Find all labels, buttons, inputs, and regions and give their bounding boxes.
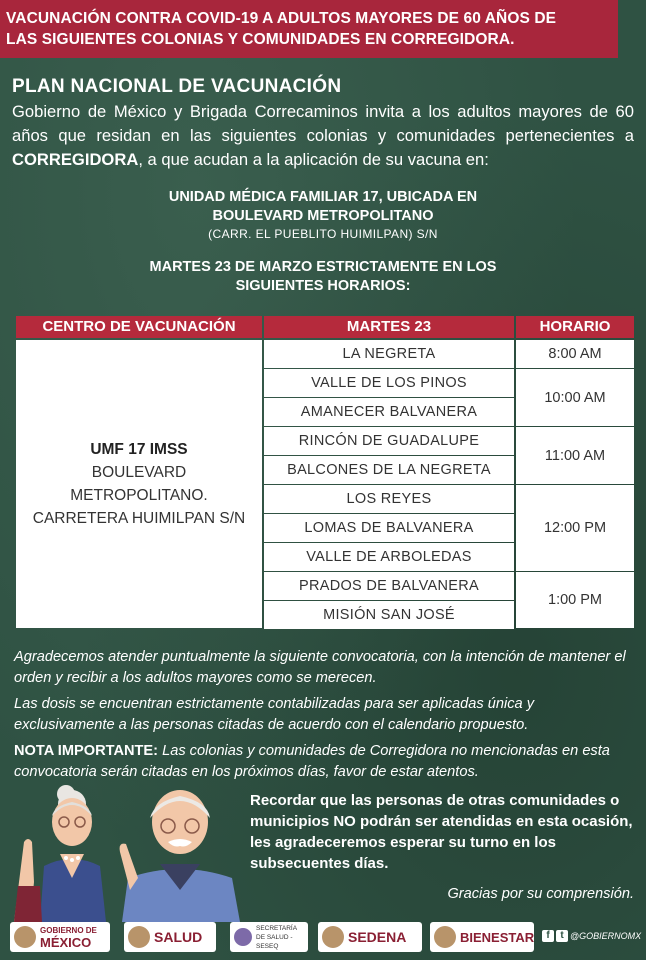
logo-bienestar-text: BIENESTAR: [460, 929, 535, 945]
footer-logos: [0, 918, 646, 960]
logo-seseq: [230, 922, 308, 952]
eagle-seal-icon: [14, 926, 36, 948]
horario-cell: 1:00 PM: [516, 572, 634, 628]
thanks-text: Gracias por su comprensión.: [447, 886, 634, 902]
logo-gobierno-mexico: [10, 922, 110, 952]
horario-cell: 12:00 PM: [516, 485, 634, 571]
queretaro-seal-icon: [234, 928, 252, 946]
banner-line-1: VACUNACIÓN CONTRA COVID-19 A ADULTOS MAYORES DE 60 AÑOS DE: [6, 10, 557, 27]
location-line-1: UNIDAD MÉDICA FAMILIAR 17, UBICADA EN: [168, 189, 478, 205]
schedule-table: [16, 316, 634, 628]
notes-block: [14, 647, 636, 788]
colonia-row: PRADOS DE BALVANERA: [264, 572, 514, 600]
logo-gobierno-top: GOBIERNO DE: [40, 926, 97, 935]
intro-municipality: CORREGIDORA: [12, 150, 139, 169]
reminder-text: Recordar que las personas de otras comunidades o municipios NO podrán ser atendidas en esta ocasión, les agradeceremos esperar su turno en los subsecuentes días.: [250, 792, 633, 872]
schedule-heading-line-1: MARTES 23 DE MARZO ESTRICTAMENTE EN LOS: [149, 259, 497, 275]
header-martes: MARTES 23: [264, 316, 514, 338]
colonia-row: LOMAS DE BALVANERA: [264, 514, 514, 542]
logo-seseq-bottom: DE SALUD - SESEQ: [256, 933, 293, 950]
eagle-seal-icon: [322, 926, 344, 948]
logo-sedena: [318, 922, 422, 952]
location-block: [0, 188, 646, 242]
schedule-heading: [0, 258, 646, 296]
horario-cell: 8:00 AM: [516, 340, 634, 368]
colonia-row: RINCÓN DE GUADALUPE: [264, 427, 514, 455]
note-important: [14, 741, 636, 783]
logo-bienestar: [430, 922, 534, 952]
center-title: UMF 17 IMSS: [90, 441, 188, 458]
center-line-2: METROPOLITANO.: [70, 487, 208, 504]
colonia-row: VALLE DE LOS PINOS: [264, 369, 514, 397]
location-line-3: (CARR. EL PUEBLITO HUIMILPAN) S/N: [208, 227, 438, 241]
facebook-icon: f: [542, 930, 554, 942]
elderly-couple-illustration: [10, 782, 250, 922]
schedule-heading-line-2: SIGUIENTES HORARIOS:: [235, 278, 411, 294]
horario-cell: 10:00 AM: [516, 369, 634, 426]
colonia-row: MISIÓN SAN JOSÉ: [264, 601, 514, 629]
colonia-row: VALLE DE ARBOLEDAS: [264, 543, 514, 571]
colonia-row: LOS REYES: [264, 485, 514, 513]
center-cell: [16, 340, 262, 628]
twitter-icon: t: [556, 930, 568, 942]
title-banner: [0, 0, 618, 58]
logo-salud: [124, 922, 216, 952]
logo-sedena-text: SEDENA: [348, 929, 407, 945]
intro-part-2: , a que acudan a la aplicación de su vacuna en:: [138, 150, 489, 169]
banner-line-2: LAS SIGUIENTES COLONIAS Y COMUNIDADES EN CORREGIDORA.: [6, 31, 515, 48]
note-important-text: Las colonias y comunidades de Corregidora no mencionadas en esta convocatoria serán citadas en los próximos días, favor de estar atentos.: [14, 743, 610, 780]
eagle-seal-icon: [128, 926, 150, 948]
colonia-row: LA NEGRETA: [264, 340, 514, 368]
note-doses: Las dosis se encuentran estrictamente contabilizadas para ser aplicadas única y exclusivamente a las personas citadas de acuerdo con el calendario propuesto.: [14, 696, 534, 733]
colonia-row: AMANECER BALVANERA: [264, 398, 514, 426]
center-line-1: BOULEVARD: [91, 464, 187, 481]
plan-title: PLAN NACIONAL DE VACUNACIÓN: [12, 76, 342, 97]
logo-salud-text: SALUD: [154, 929, 203, 945]
eagle-seal-icon: [434, 926, 456, 948]
intro-paragraph: [12, 100, 634, 172]
note-important-label: NOTA IMPORTANTE:: [14, 743, 159, 759]
center-line-3: CARRETERA HUIMILPAN S/N: [32, 510, 246, 527]
intro-part-1: Gobierno de México y Brigada Correcaminos invita a los adultos mayores de 60 años que residan en las siguientes colonias y comunidades pertenecientes a: [12, 102, 634, 145]
colonia-row: BALCONES DE LA NEGRETA: [264, 456, 514, 484]
social-handle: [542, 930, 641, 942]
header-horario: HORARIO: [516, 316, 634, 338]
note-attendance: Agradecemos atender puntualmente la siguiente convocatoria, con la intención de mantener el orden y recibir a los adultos mayores como se merecen.: [14, 649, 626, 686]
location-line-2: BOULEVARD METROPOLITANO: [212, 208, 434, 224]
logo-gobierno-bottom: MÉXICO: [40, 935, 92, 950]
logo-seseq-top: SECRETARÍA: [256, 924, 298, 932]
social-handle-text: @GOBIERNOMX: [570, 931, 642, 941]
header-centro: CENTRO DE VACUNACIÓN: [16, 316, 262, 338]
horario-cell: 11:00 AM: [516, 427, 634, 484]
